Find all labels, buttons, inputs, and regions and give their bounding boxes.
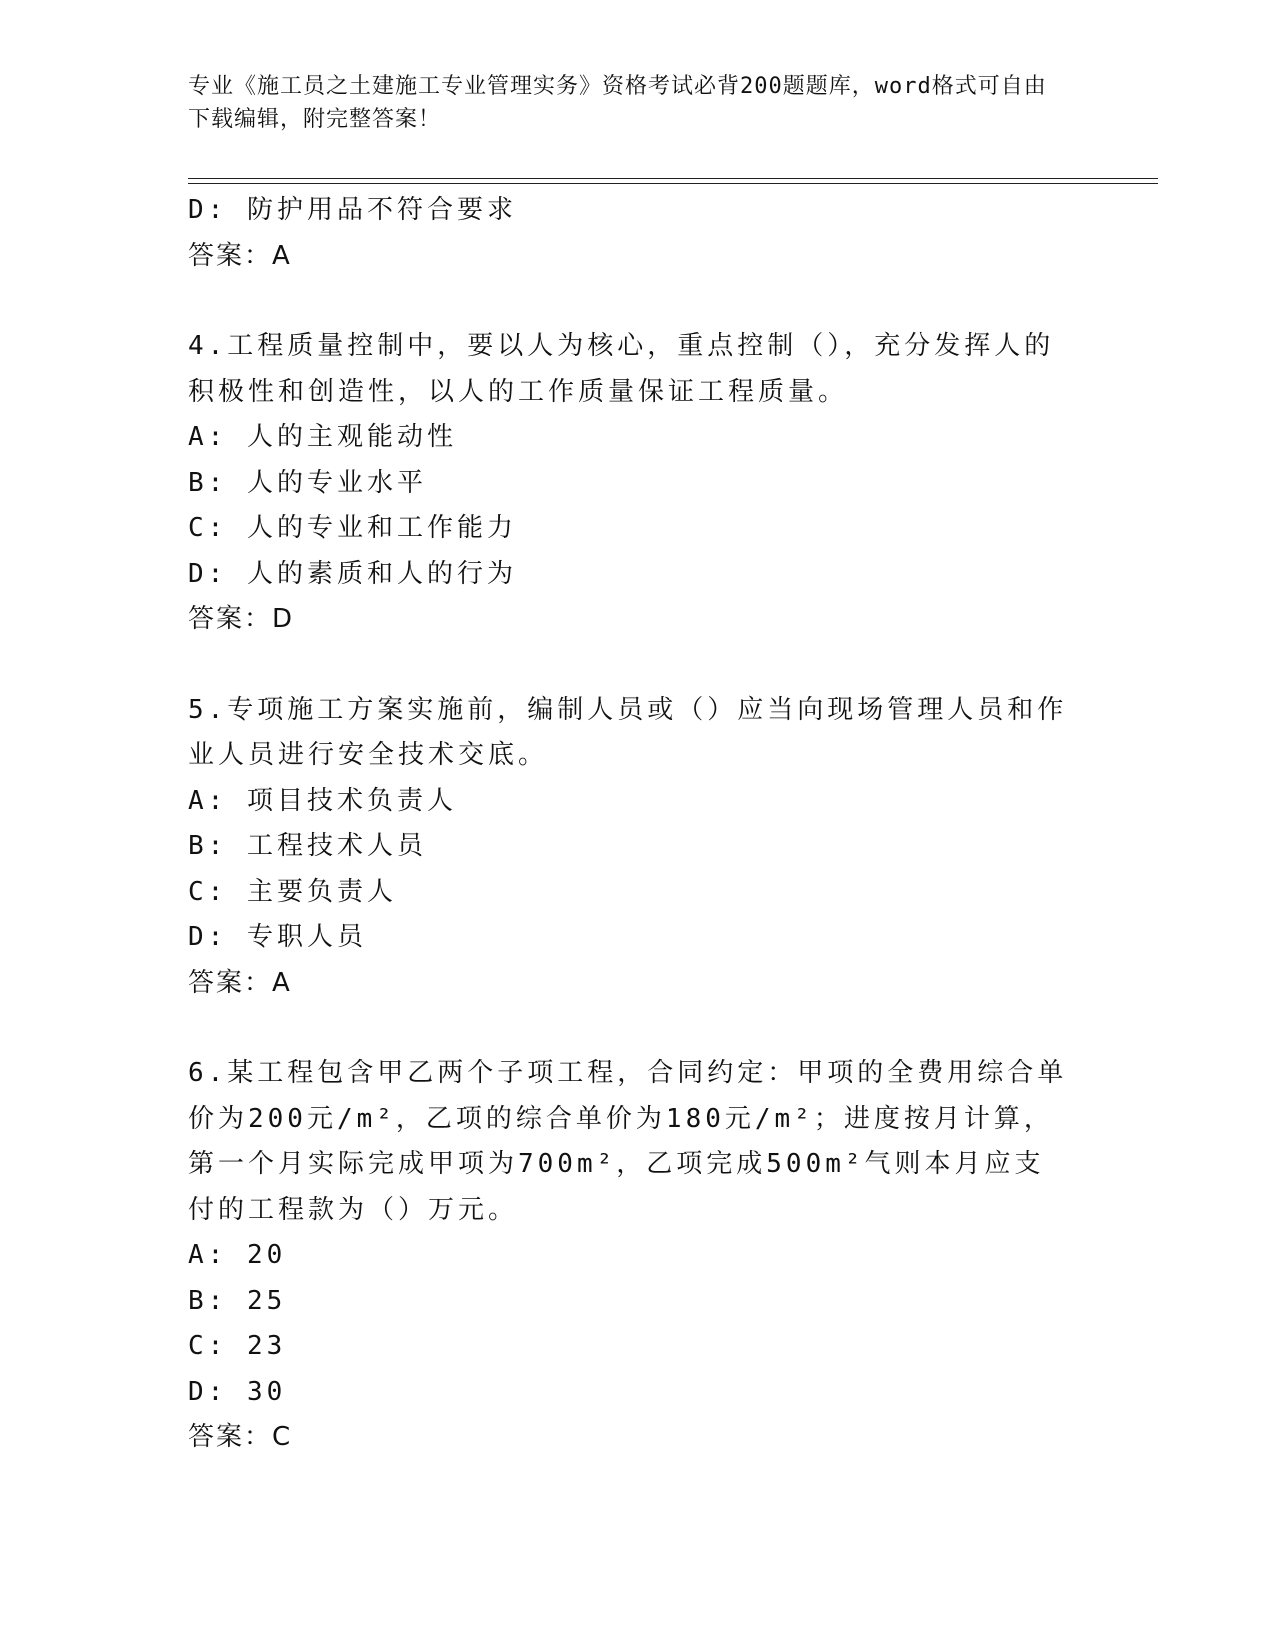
question-5-stem: 5.专项施工方案实施前，编制人员或（）应当向现场管理人员和作业人员进行安全技术交底。	[188, 694, 1068, 770]
question-6-option-c: C: 23	[188, 1331, 287, 1361]
question-6-answer: 答案：C	[188, 1422, 293, 1452]
question-4-option-d: D: 人的素质和人的行为	[188, 558, 517, 589]
prev-option-d: D: 防护用品不符合要求	[188, 195, 517, 225]
question-5-answer: 答案：A	[188, 967, 292, 998]
question-5-option-d: D: 专职人员	[188, 922, 367, 952]
spacer	[188, 1006, 1068, 1051]
header-rule-bottom	[188, 183, 1158, 184]
spacer	[188, 279, 1068, 324]
prev-answer: 答案：A	[188, 240, 292, 271]
spacer	[188, 643, 1068, 688]
question-6-option-d: D: 30	[188, 1376, 287, 1407]
question-6-option-b: B: 25	[188, 1285, 287, 1316]
header-rule-top	[188, 178, 1158, 179]
question-4-option-c: C: 人的专业和工作能力	[188, 513, 517, 543]
question-content	[188, 188, 1068, 1461]
question-4-stem: 4.工程质量控制中，要以人为核心，重点控制（），充分发挥人的积极性和创造性，以人的工作质量保证工程质量。	[188, 331, 1055, 407]
question-6-option-a: A: 20	[188, 1240, 287, 1270]
question-5-option-a: A: 项目技术负责人	[188, 785, 457, 816]
question-4-answer: 答案：D	[188, 604, 295, 634]
question-5-option-c: C: 主要负责人	[188, 876, 397, 907]
question-4-option-b: B: 人的专业水平	[188, 467, 427, 498]
question-6-stem: 6.某工程包含甲乙两个子项工程，合同约定：甲项的全费用综合单价为200元/m²，乙项的综合单价为180元/m²；进度按月计算，第一个月实际完成甲项为700m²，乙项完成500m²气则本月应支付的工程款为（）万元。	[188, 1058, 1068, 1225]
question-5-option-b: B: 工程技术人员	[188, 831, 427, 861]
question-4-option-a: A: 人的主观能动性	[188, 422, 457, 452]
page-header: 专业《施工员之土建施工专业管理实务》资格考试必背200题题库，word格式可自由下载编辑，附完整答案！	[188, 74, 1047, 132]
